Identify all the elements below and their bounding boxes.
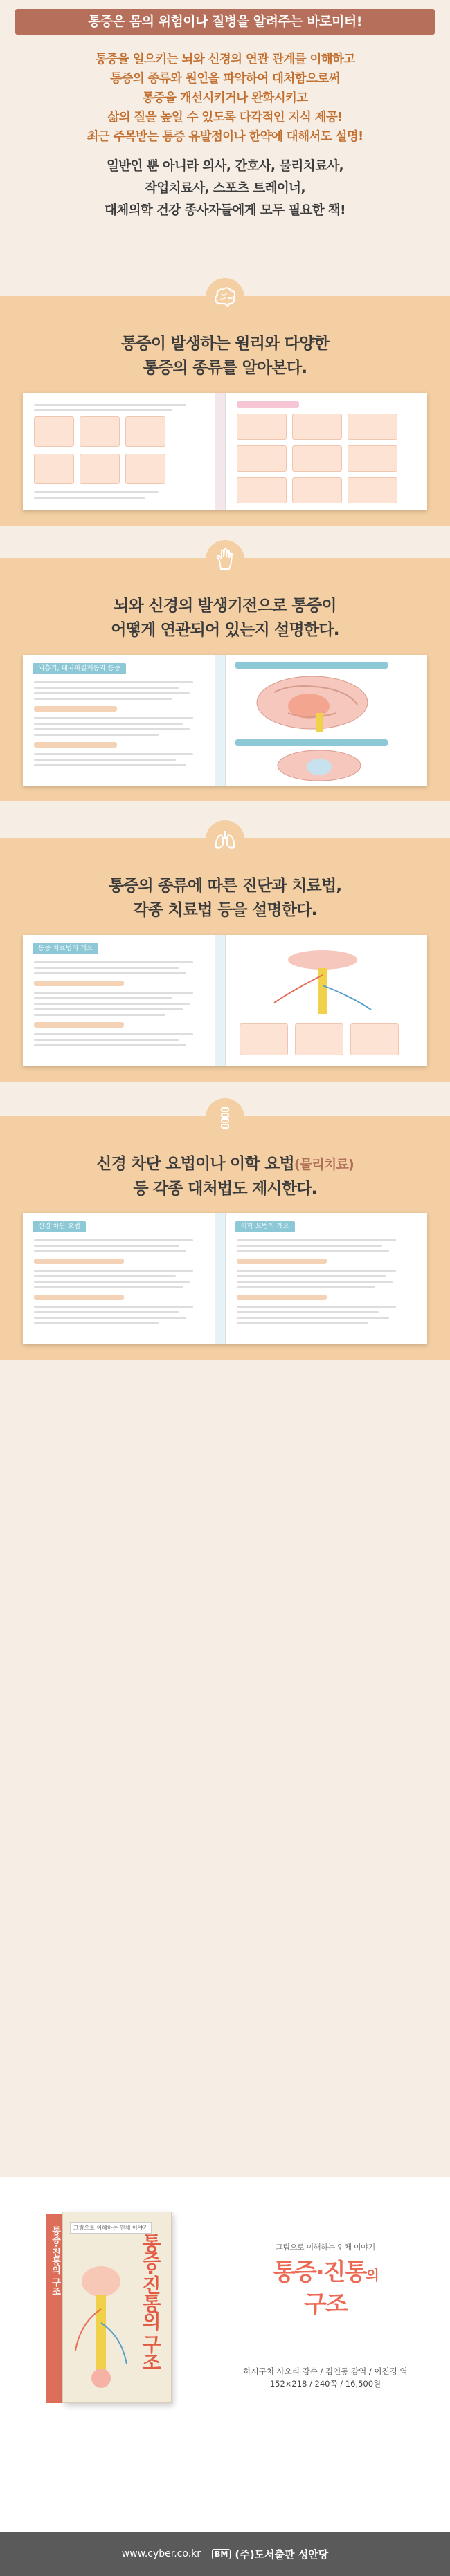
spread-page-right xyxy=(226,1213,428,1344)
brain-illustration xyxy=(246,671,385,734)
spread-tag: 신경 차단 요법 xyxy=(33,1221,86,1232)
feature-section-4 xyxy=(0,1116,450,1360)
book-cover: 그림으로 이해하는 인체 이야기 통증·진통의 구조 xyxy=(62,2212,172,2403)
spread-page-left xyxy=(23,393,226,510)
book-spine: 통증·진통의 구조 xyxy=(46,2214,62,2403)
book-title: 통증·진통의 xyxy=(273,2259,378,2286)
brain-icon xyxy=(206,278,244,317)
spread-page-right xyxy=(226,393,428,510)
hero-audience xyxy=(0,156,450,222)
book-spread-1 xyxy=(23,393,427,510)
spread-page-left xyxy=(23,935,226,1066)
spread-tag: 이학 요법의 개요 xyxy=(235,1221,295,1232)
feature-section-2 xyxy=(0,558,450,801)
hero-line: 삶의 질을 높일 수 있도록 다각적인 지식 제공! xyxy=(107,111,343,124)
book-meta: 하시구치 사오리 감수 / 김연동 감역 / 이진경 역 152×218 / 240쪽 / 16,500원 xyxy=(243,2366,408,2389)
spread-tag: 뇌흥기, 대뇌피질계통과 통증 xyxy=(33,663,126,674)
publisher-logo: BM (주)도서출판 성안당 xyxy=(212,2547,328,2561)
spread-page-right xyxy=(226,655,428,786)
spread-page-left xyxy=(23,655,226,786)
hero-banner: 통증은 몸의 위험이나 질병을 알려주는 바로미터! xyxy=(15,9,435,35)
lungs-icon xyxy=(206,820,244,859)
spread-tag: 통증 치료법의 개요 xyxy=(33,943,98,954)
section-heading: 통증이 발생하는 원리와 다양한 통증의 종류를 알아본다. xyxy=(120,335,330,377)
hand-icon xyxy=(206,540,244,579)
book-spread-4 xyxy=(23,1213,427,1344)
book-title-line2: 구조 xyxy=(304,2290,347,2318)
spread-page-right xyxy=(226,935,428,1066)
section-heading: 뇌와 신경의 발생기전으로 통증이 어떻게 연관되어 있는지 설명한다. xyxy=(111,597,339,639)
section-heading: 통증의 종류에 따른 진단과 치료법, 각종 치료법 등을 설명한다. xyxy=(108,877,342,919)
feature-section-1 xyxy=(0,296,450,526)
hero-feature-lines xyxy=(0,50,450,147)
hero-line: 최근 주목받는 통증 유발점이나 한약에 대해서도 설명! xyxy=(87,130,363,144)
book-series: 그림으로 이해하는 인체 이야기 xyxy=(276,2243,375,2252)
footer-url[interactable]: www.cyber.co.kr xyxy=(121,2548,201,2559)
footer xyxy=(0,2532,450,2576)
book-spread-2 xyxy=(23,655,427,786)
hero-sub-line: 작업치료사, 스포츠 트레이너, xyxy=(145,181,305,196)
hero-sub-line: 일반인 뿐 아니라 의사, 간호사, 물리치료사, xyxy=(106,159,344,174)
hero-section xyxy=(0,0,450,271)
nerve-pathway-illustration xyxy=(253,947,392,1017)
hero-line: 통증의 종류와 원인을 파악하여 대처함으로써 xyxy=(110,72,340,86)
hero-line: 통증을 개선시키거나 완화시키고 xyxy=(142,91,308,105)
book-info-section xyxy=(0,2177,450,2576)
cover-illustration xyxy=(70,2254,132,2392)
spine-icon xyxy=(206,1098,244,1137)
feature-section-3 xyxy=(0,838,450,1082)
bm-logo-icon: BM xyxy=(212,2549,231,2559)
hero-sub-line: 대체의학 건강 종사자들에게 모두 필요한 책! xyxy=(105,203,345,218)
book-title-block xyxy=(222,2241,429,2319)
spread-page-left xyxy=(23,1213,226,1344)
hero-line: 통증을 일으키는 뇌와 신경의 연관 관계를 이해하고 xyxy=(95,53,355,66)
section-heading: 신경 차단 요법이나 이학 요법(물리치료) 등 각종 대처법도 제시한다. xyxy=(96,1155,354,1198)
book-spread-3 xyxy=(23,935,427,1066)
